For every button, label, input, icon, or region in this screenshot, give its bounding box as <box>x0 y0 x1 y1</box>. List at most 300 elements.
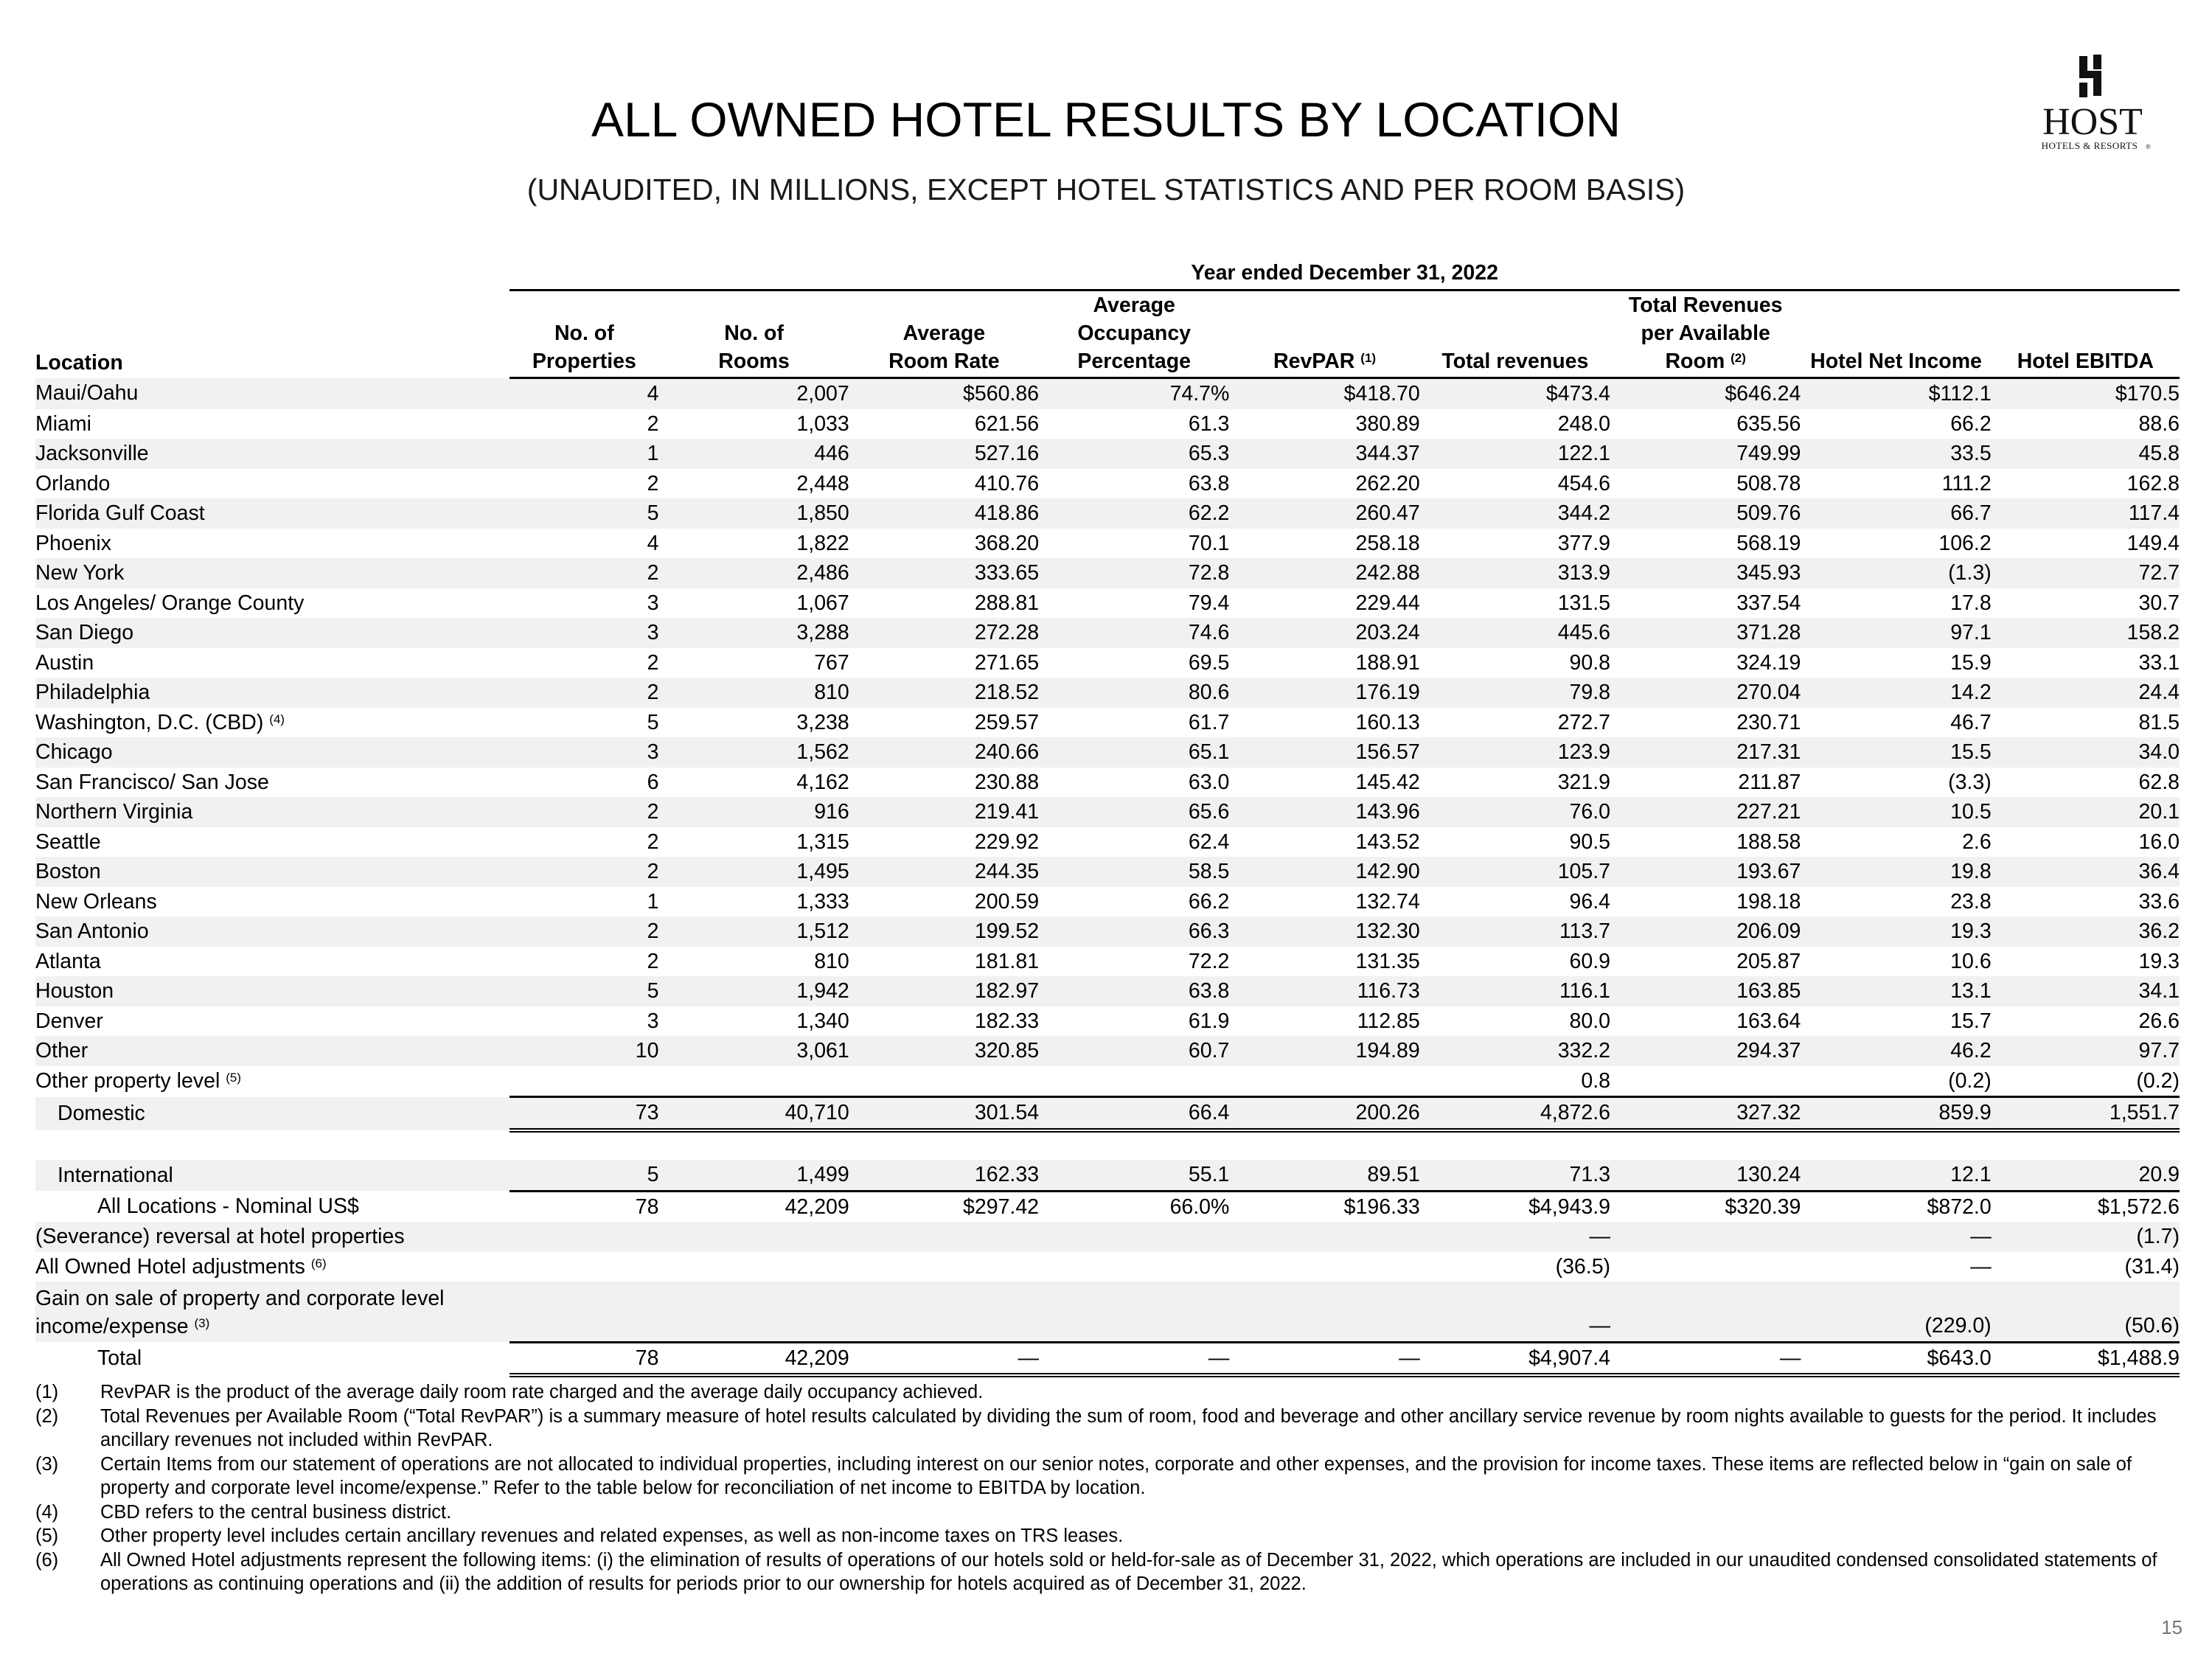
room-rate-cell: $297.42 <box>963 1194 1040 1219</box>
table-row <box>35 768 2180 798</box>
properties-cell <box>509 1066 658 1097</box>
total-revenues-cell: 313.9 <box>1420 558 1610 588</box>
footnote-number: (6) <box>35 1549 59 1571</box>
occupancy-cell: 65.3 <box>1039 439 1229 469</box>
table-row <box>35 378 2180 409</box>
net-income-cell: (229.0) <box>1801 1281 1991 1342</box>
ebitda-cell: 97.7 <box>1992 1036 2180 1066</box>
rooms-cell: 1,315 <box>796 830 849 854</box>
footnote-text: Total Revenues per Available Room (“Total RevPAR”) is a summary measure of hotel results calculated by dividing the sum of room, food and beverage and other ancillary service revenue by room nights available to guests for the period. It includes ancillary revenues not included within RevPAR. <box>100 1405 2157 1450</box>
footnote-text: Certain Items from our statement of operations are not allocated to individual properties, including interest on our senior notes, corporate and other expenses, and the provision for income taxes. These items are reflected below in “gain on sale of property and corporate level income/expense.” Refer to the table below for reconciliation of net income to EBITDA by location. <box>100 1453 2132 1498</box>
total-revenues-cell: 79.8 <box>1420 678 1610 708</box>
revpar-cell: 176.19 <box>1229 678 1419 708</box>
total-revpar-cell <box>1610 1222 1801 1252</box>
footnote-ref: (6) <box>310 1256 327 1270</box>
revpar-cell: 132.30 <box>1229 917 1419 947</box>
header-room-rate: Average Room Rate <box>849 291 1039 378</box>
total-revenues-cell: 90.8 <box>1569 650 1611 675</box>
location-cell: New York <box>35 558 509 588</box>
occupancy-cell: 79.4 <box>1188 591 1230 615</box>
total-revpar-cell: 749.99 <box>1610 439 1801 469</box>
location-cell: Domestic <box>35 1097 509 1130</box>
ebitda-cell: $1,488.9 <box>1992 1342 2180 1375</box>
revpar-cell: 116.73 <box>1229 976 1419 1006</box>
rooms-cell: 2,486 <box>658 558 849 588</box>
total-revenues-cell: 122.1 <box>1420 439 1610 469</box>
room-rate-cell: — <box>849 1342 1039 1375</box>
ebitda-cell: (0.2) <box>1992 1066 2180 1097</box>
table-row <box>35 976 2180 1006</box>
total-revenues-cell: 272.7 <box>1557 710 1611 734</box>
occupancy-cell: 63.8 <box>1039 976 1229 1006</box>
net-income-cell: — <box>1801 1222 1991 1252</box>
logo-tagline: HOTELS & RESORTS <box>2041 140 2138 151</box>
spacer-cell <box>849 1130 1039 1161</box>
ebitda-cell: 36.2 <box>1992 917 2180 947</box>
total-revenues-cell: 116.1 <box>1420 976 1610 1006</box>
room-rate-cell: 621.56 <box>974 411 1040 436</box>
page-title: ALL OWNED HOTEL RESULTS BY LOCATION <box>591 92 1621 147</box>
occupancy-cell: 72.2 <box>1188 949 1230 973</box>
rooms-cell: 42,209 <box>658 1342 849 1375</box>
location-cell: Houston <box>35 976 509 1006</box>
ebitda-cell: 26.6 <box>2138 1009 2180 1033</box>
total-revpar-cell: 508.78 <box>1736 471 1801 495</box>
footnote <box>35 1405 2174 1453</box>
header-net-income: Hotel Net Income <box>1801 291 1991 378</box>
table-row <box>35 529 2180 559</box>
revpar-cell: 344.37 <box>1229 439 1419 469</box>
total-revpar-cell: $320.39 <box>1725 1194 1801 1219</box>
occupancy-cell: 62.2 <box>1039 498 1229 529</box>
net-income-cell: 19.3 <box>1801 917 1991 947</box>
properties-cell: 2 <box>647 411 659 436</box>
total-revenues-cell: 123.9 <box>1420 737 1610 768</box>
rooms-cell <box>658 1252 849 1282</box>
footnotes <box>35 1380 2174 1596</box>
total-revenues-cell: — <box>1420 1281 1610 1342</box>
header-properties: No. of Properties <box>509 291 658 378</box>
location-cell: Philadelphia <box>35 678 509 708</box>
location-cell: Austin <box>35 650 94 675</box>
location-cell: Denver <box>35 1009 103 1033</box>
rooms-cell: 810 <box>658 678 849 708</box>
rooms-cell: 1,495 <box>658 857 849 887</box>
occupancy-cell: 60.7 <box>1039 1036 1229 1066</box>
footnote-text: All Owned Hotel adjustments represent the following items: (i) the elimination of results of operations of our hotels sold or held-for-sale as of December 31, 2022, which operations are included in our unaudited condensed consolidated statements of operations as continuing operations and (ii) the addition of results for periods prior to our ownership for hotels acquired as of December 31, 2022. <box>100 1549 2157 1594</box>
total-revpar-cell: 345.93 <box>1610 558 1801 588</box>
occupancy-cell: 61.9 <box>1188 1009 1230 1033</box>
room-rate-cell: 320.85 <box>849 1036 1039 1066</box>
room-rate-cell <box>849 1281 1039 1342</box>
total-revenues-cell: 96.4 <box>1569 889 1611 914</box>
total-revpar-cell: 163.85 <box>1610 976 1801 1006</box>
net-income-cell: 111.2 <box>1941 471 1992 495</box>
properties-cell: 2 <box>509 558 658 588</box>
ebitda-cell: 117.4 <box>1992 498 2180 529</box>
table-row <box>35 708 2180 738</box>
properties-cell: 10 <box>509 1036 658 1066</box>
room-rate-cell: 259.57 <box>974 710 1040 734</box>
occupancy-cell: 74.6 <box>1039 618 1229 648</box>
adjustments-row <box>35 1252 2180 1282</box>
rooms-cell <box>658 1222 849 1252</box>
footnote <box>35 1500 2174 1525</box>
location-cell: Seattle <box>35 830 101 854</box>
net-income-cell: 15.5 <box>1801 737 1991 768</box>
header-revpar: RevPAR $^{(1)}$ <box>1229 291 1419 378</box>
net-income-cell: — <box>1970 1254 1992 1279</box>
location-cell: San Francisco/ San Jose <box>35 770 269 794</box>
revpar-cell: 131.35 <box>1355 949 1420 973</box>
total-revpar-cell: — <box>1610 1342 1801 1375</box>
location-cell: Other property level $^{(5)}$ <box>35 1069 241 1093</box>
properties-cell: 3 <box>647 1009 659 1033</box>
properties-cell <box>509 1281 658 1342</box>
location-cell: San Diego <box>35 618 509 648</box>
ebitda-cell: 33.1 <box>2138 650 2180 675</box>
properties-cell: 5 <box>647 710 659 734</box>
net-income-cell: 106.2 <box>1938 531 1992 555</box>
ebitda-cell: $1,572.6 <box>2098 1194 2180 1219</box>
location-cell: Los Angeles/ Orange County <box>35 591 305 615</box>
total-revenues-cell: 332.2 <box>1420 1036 1610 1066</box>
total-revenues-cell: 71.3 <box>1420 1160 1610 1191</box>
spacer-cell <box>1420 1130 1610 1161</box>
net-income-cell: 2.6 <box>1962 830 1992 854</box>
net-income-cell: 14.2 <box>1801 678 1991 708</box>
net-income-cell: 46.2 <box>1801 1036 1991 1066</box>
properties-cell: 78 <box>509 1342 658 1375</box>
footnote-ref: (4) <box>269 712 285 726</box>
period-header-row <box>35 257 2180 291</box>
net-income-cell: 13.1 <box>1801 976 1991 1006</box>
footnote-number: (5) <box>35 1526 59 1546</box>
header-occupancy: Average Occupancy Percentage <box>1039 291 1229 378</box>
ebitda-cell: 20.9 <box>1992 1160 2180 1191</box>
ebitda-cell: 34.1 <box>1992 976 2180 1006</box>
table-row <box>35 678 2180 708</box>
location-cell: Total <box>97 1346 142 1371</box>
total-revenues-cell: 344.2 <box>1420 498 1610 529</box>
net-income-cell: $112.1 <box>1801 378 1991 409</box>
rooms-cell: 3,288 <box>658 618 849 648</box>
footnote <box>35 1453 2174 1500</box>
table-row <box>35 1066 2180 1097</box>
total-revpar-cell: 327.32 <box>1610 1097 1801 1130</box>
table-row <box>35 558 2180 588</box>
room-rate-cell: 230.88 <box>974 770 1040 794</box>
location-cell: Orlando <box>35 471 111 495</box>
location-cell: Maui/Oahu <box>35 378 509 409</box>
occupancy-cell <box>1039 1066 1229 1097</box>
total-revpar-cell: 205.87 <box>1736 949 1801 973</box>
net-income-cell: 33.5 <box>1801 439 1991 469</box>
properties-cell: 6 <box>647 770 659 794</box>
footnote-number: (1) <box>35 1382 59 1402</box>
domestic-row <box>35 1097 2180 1130</box>
footnote-text: CBD refers to the central business district. <box>100 1501 452 1523</box>
rooms-cell: 1,033 <box>796 411 849 436</box>
column-header-row <box>35 291 2180 378</box>
total-revenues-cell: 90.5 <box>1569 830 1611 854</box>
rooms-cell: 2,007 <box>658 378 849 409</box>
properties-cell: 4 <box>509 378 658 409</box>
location-cell: Jacksonville <box>35 439 509 469</box>
occupancy-cell: 66.4 <box>1039 1097 1229 1130</box>
page-subtitle: (UNAUDITED, IN MILLIONS, EXCEPT HOTEL STATISTICS AND PER ROOM BASIS) <box>526 173 1686 206</box>
room-rate-cell: 181.81 <box>974 949 1040 973</box>
net-income-cell: 66.2 <box>1950 411 1992 436</box>
spacer-cell <box>658 1130 849 1161</box>
properties-cell: 3 <box>509 737 658 768</box>
net-income-cell: 15.7 <box>1950 1009 1992 1033</box>
location-cell: San Antonio <box>35 917 509 947</box>
footnote <box>35 1380 2174 1405</box>
header-ebitda: Hotel EBITDA <box>1992 291 2180 378</box>
footnote-text: RevPAR is the product of the average daily room rate charged and the average daily occupancy achieved. <box>100 1382 984 1402</box>
rooms-cell: 916 <box>658 797 849 827</box>
host-logo <box>2026 55 2159 158</box>
total-revenues-cell: 80.0 <box>1569 1009 1611 1033</box>
header-location: Location <box>35 350 123 375</box>
room-rate-cell: 301.54 <box>849 1097 1039 1130</box>
location-cell: Chicago <box>35 737 509 768</box>
net-income-cell: 10.5 <box>1801 797 1991 827</box>
rooms-cell: 40,710 <box>658 1097 849 1130</box>
occupancy-cell: 65.1 <box>1039 737 1229 768</box>
rooms-cell: 3,238 <box>796 710 849 734</box>
table-row <box>35 827 2180 858</box>
total-revenues-cell: 377.9 <box>1557 531 1611 555</box>
room-rate-cell: 162.33 <box>849 1160 1039 1191</box>
rooms-cell: 1,562 <box>658 737 849 768</box>
net-income-cell: 10.6 <box>1950 949 1992 973</box>
location-cell: Other <box>35 1036 509 1066</box>
room-rate-cell <box>849 1222 1039 1252</box>
revpar-cell: 380.89 <box>1355 411 1420 436</box>
table-row <box>35 588 2180 619</box>
net-income-cell: 15.9 <box>1950 650 1992 675</box>
rooms-cell: 1,499 <box>658 1160 849 1191</box>
revpar-cell <box>1229 1252 1419 1282</box>
ebitda-cell: (50.6) <box>1992 1281 2180 1342</box>
table-row <box>35 648 2180 678</box>
revpar-cell: 200.26 <box>1229 1097 1419 1130</box>
table-row <box>35 1006 2180 1037</box>
occupancy-cell: 66.2 <box>1188 889 1230 914</box>
revpar-cell: 145.42 <box>1355 770 1420 794</box>
occupancy-cell: 61.7 <box>1188 710 1230 734</box>
footnote-ref: (5) <box>226 1071 241 1085</box>
occupancy-cell: 66.0% <box>1169 1194 1230 1219</box>
total-revenues-cell: $4,943.9 <box>1528 1194 1611 1219</box>
total-revenues-cell: 113.7 <box>1420 917 1610 947</box>
table-row <box>35 498 2180 529</box>
spacer-cell <box>509 1130 658 1161</box>
total-revpar-cell: 211.87 <box>1738 770 1801 794</box>
spacer-cell <box>35 1130 509 1161</box>
net-income-cell: 97.1 <box>1801 618 1991 648</box>
total-revpar-cell <box>1610 1281 1801 1342</box>
properties-cell: 2 <box>647 830 659 854</box>
occupancy-cell: 80.6 <box>1039 678 1229 708</box>
room-rate-cell <box>849 1252 1039 1282</box>
total-revenues-cell: 60.9 <box>1569 949 1611 973</box>
properties-cell: 5 <box>509 498 658 529</box>
footnote-text: Other property level includes certain ancillary revenues and related expenses, as well as non-income taxes on TRS leases. <box>100 1526 1124 1546</box>
total-revpar-cell: 371.28 <box>1610 618 1801 648</box>
footnote-ref: (3) <box>194 1316 210 1330</box>
revpar-cell: 156.57 <box>1229 737 1419 768</box>
total-revenues-cell: (36.5) <box>1555 1254 1611 1279</box>
ebitda-cell: 20.1 <box>1992 797 2180 827</box>
footnote-number: (4) <box>35 1501 59 1523</box>
net-income-cell: $872.0 <box>1927 1194 1992 1219</box>
room-rate-cell: 200.59 <box>974 889 1040 914</box>
occupancy-cell: 65.6 <box>1039 797 1229 827</box>
revpar-cell <box>1229 1281 1419 1342</box>
table-row <box>35 857 2180 887</box>
revpar-cell: 188.91 <box>1355 650 1420 675</box>
room-rate-cell: $560.86 <box>849 378 1039 409</box>
properties-cell: 5 <box>509 976 658 1006</box>
period-label: Year ended December 31, 2022 <box>509 257 2180 291</box>
properties-cell: 1 <box>509 439 658 469</box>
total-revpar-cell: 509.76 <box>1610 498 1801 529</box>
properties-cell: 78 <box>635 1194 659 1219</box>
room-rate-cell: 219.41 <box>849 797 1039 827</box>
gain-row <box>35 1281 2180 1342</box>
room-rate-cell: 199.52 <box>849 917 1039 947</box>
total-revenues-cell: 105.7 <box>1420 857 1610 887</box>
rooms-cell: 42,209 <box>785 1194 849 1219</box>
footnote-number: (3) <box>35 1453 59 1475</box>
rooms-cell: 767 <box>814 650 849 675</box>
net-income-cell: 66.7 <box>1801 498 1991 529</box>
total-revpar-cell: 337.54 <box>1736 591 1801 615</box>
total-revpar-cell <box>1610 1252 1801 1282</box>
properties-cell: 2 <box>647 650 659 675</box>
rooms-cell <box>658 1066 849 1097</box>
table-row <box>35 409 2180 439</box>
page-number: 15 <box>2161 1616 2183 1638</box>
location-cell: (Severance) reversal at hotel properties <box>35 1222 509 1252</box>
ebitda-cell: (31.4) <box>2124 1254 2180 1279</box>
revpar-cell: 194.89 <box>1229 1036 1419 1066</box>
severance-row <box>35 1222 2180 1252</box>
table-row <box>35 887 2180 917</box>
room-rate-cell <box>849 1066 1039 1097</box>
table-row <box>35 618 2180 648</box>
rooms-cell: 1,333 <box>796 889 849 914</box>
revpar-cell <box>1229 1222 1419 1252</box>
room-rate-cell: 527.16 <box>849 439 1039 469</box>
total-revpar-cell: 198.18 <box>1736 889 1801 914</box>
rooms-cell: 2,448 <box>796 471 849 495</box>
occupancy-cell: 69.5 <box>1188 650 1230 675</box>
room-rate-cell: 229.92 <box>974 830 1040 854</box>
net-income-cell: 12.1 <box>1801 1160 1991 1191</box>
properties-cell <box>509 1252 658 1282</box>
revpar-cell: 143.96 <box>1229 797 1419 827</box>
table-row <box>35 1036 2180 1066</box>
properties-cell: 2 <box>509 857 658 887</box>
location-cell: Phoenix <box>35 531 111 555</box>
occupancy-cell: 61.3 <box>1188 411 1230 436</box>
location-cell: Boston <box>35 857 509 887</box>
location-cell: Gain on sale of property and corporate level income/expense $^{(3)}$ <box>35 1281 509 1342</box>
total-revpar-cell: 206.09 <box>1610 917 1801 947</box>
total-revpar-cell: 130.24 <box>1610 1160 1801 1191</box>
properties-cell: 3 <box>509 618 658 648</box>
revpar-cell: 132.74 <box>1355 889 1420 914</box>
revpar-cell: 258.18 <box>1355 531 1420 555</box>
total-revpar-cell: 193.67 <box>1610 857 1801 887</box>
summary-rows <box>35 1097 2180 1376</box>
ebitda-cell: 158.2 <box>1992 618 2180 648</box>
room-rate-cell: 410.76 <box>974 471 1040 495</box>
properties-cell: 73 <box>509 1097 658 1130</box>
total-revpar-cell: 217.31 <box>1610 737 1801 768</box>
revpar-cell: 229.44 <box>1355 591 1420 615</box>
hotel-results-table <box>35 257 2180 1377</box>
total-revenues-cell: — <box>1420 1222 1610 1252</box>
total-revpar-cell: 188.58 <box>1736 830 1801 854</box>
rooms-cell: 446 <box>658 439 849 469</box>
footnote <box>35 1524 2174 1548</box>
total-revpar-cell: 324.19 <box>1736 650 1801 675</box>
revpar-cell: 160.13 <box>1355 710 1420 734</box>
ebitda-cell: 33.6 <box>2138 889 2180 914</box>
total-revenues-cell: 454.6 <box>1557 471 1611 495</box>
rooms-cell: 810 <box>814 949 849 973</box>
properties-cell: 3 <box>647 591 659 615</box>
properties-cell: 5 <box>509 1160 658 1191</box>
ebitda-cell: 16.0 <box>2138 830 2180 854</box>
revpar-cell: — <box>1229 1342 1419 1375</box>
ebitda-cell: 1,551.7 <box>1992 1097 2180 1130</box>
rooms-cell: 1,512 <box>658 917 849 947</box>
room-rate-cell: 418.86 <box>849 498 1039 529</box>
occupancy-cell: 58.5 <box>1039 857 1229 887</box>
room-rate-cell: 240.66 <box>849 737 1039 768</box>
net-income-cell: 23.8 <box>1950 889 1992 914</box>
rooms-cell: 1,822 <box>796 531 849 555</box>
table-row <box>35 439 2180 469</box>
net-income-cell: 859.9 <box>1801 1097 1991 1130</box>
occupancy-cell <box>1039 1252 1229 1282</box>
total-revpar-cell: 568.19 <box>1736 531 1801 555</box>
total-revpar-cell: 635.56 <box>1736 411 1801 436</box>
table-row <box>35 737 2180 768</box>
net-income-cell: (0.2) <box>1801 1066 1991 1097</box>
rooms-cell: 1,067 <box>796 591 849 615</box>
room-rate-cell: 182.33 <box>974 1009 1040 1033</box>
net-income-cell: 46.7 <box>1950 710 1992 734</box>
total-revenues-cell: 131.5 <box>1557 591 1611 615</box>
occupancy-cell: 55.1 <box>1039 1160 1229 1191</box>
revpar-cell: 203.24 <box>1229 618 1419 648</box>
international-row <box>35 1160 2180 1191</box>
location-cell: Northern Virginia <box>35 797 509 827</box>
occupancy-cell: 70.1 <box>1188 531 1230 555</box>
footnote-number: (2) <box>35 1405 59 1427</box>
table-row <box>35 947 2180 977</box>
room-rate-cell: 288.81 <box>974 591 1040 615</box>
header-rooms: No. of Rooms <box>658 291 849 378</box>
properties-cell: 2 <box>647 471 659 495</box>
